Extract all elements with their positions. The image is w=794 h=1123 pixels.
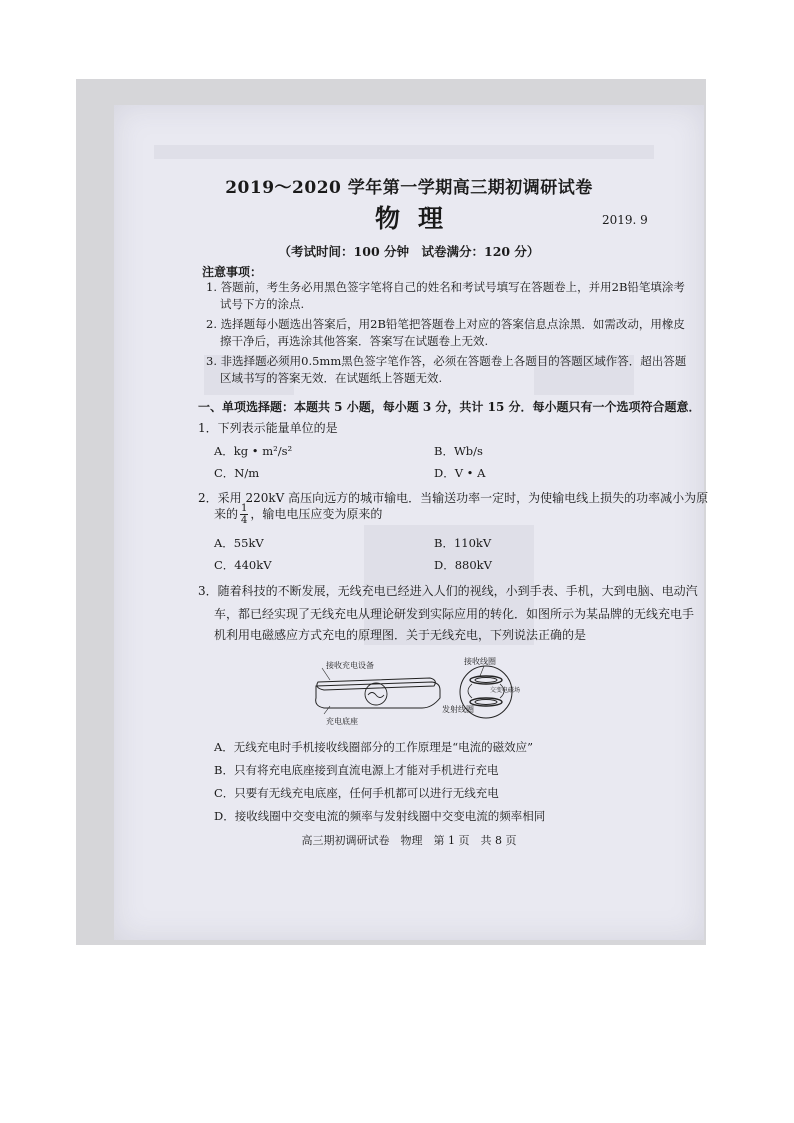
exam-meta: （考试时间：100 分钟 试卷满分：120 分） (278, 244, 540, 259)
q1-option-d: D．V • A (434, 466, 486, 480)
label-alternating-field: 交变电磁场 (490, 687, 521, 694)
q2-stem-pre: 来的 (214, 507, 239, 521)
label-receiving-device: 接收充电设备 (326, 661, 374, 670)
coil-symbol (368, 693, 384, 698)
q3-option-a: A．无线充电时手机接收线圈部分的工作原理是“电流的磁效应” (214, 740, 534, 754)
note-2-line-2: 擦干净后，再选涂其他答案．答案写在试题卷上无效. (220, 334, 489, 348)
label-transmit-coil: 发射线圈 (442, 705, 474, 714)
exam-page (114, 105, 709, 940)
q3-option-d: D．接收线圈中交变电流的频率与发射线圈中交变电流的频率相同 (214, 809, 546, 823)
page-footer: 高三期初调研试卷 物理 第 1 页 共 8 页 (301, 834, 517, 847)
q3-stem-line-1: 3．随着科技的不断发展，无线充电已经进入人们的视线，小到手表、手机，大到电脑、电动汽 (198, 584, 698, 598)
note-3-line-1: 3. 非选择题必须用0.5mm黑色签字笔作答，必须在答题卷上各题目的答题区域作答．超出答题 (206, 354, 687, 368)
fraction-one-quarter (240, 503, 248, 526)
fraction-numerator: 1 (241, 503, 248, 514)
section-1-heading: 一、单项选择题：本题共 5 小题，每小题 3 分，共计 15 分．每小题只有一个选项符合题意． (198, 400, 701, 414)
q3-stem-line-2: 车，都已经实现了无线充电从理论研发到实际应用的转化．如图所示为某品牌的无线充电手 (214, 607, 695, 621)
note-1-line-1: 1. 答题前，考生务必用黑色签字笔将自己的姓名和考试号填写在答题卷上，并用2B铅笔填涂考 (206, 280, 685, 294)
transmit-coil-inner (475, 700, 497, 705)
note-2-line-1: 2. 选择题每小题选出答案后，用2B铅笔把答题卷上对应的答案信息点涂黑．如需改动，用橡皮 (206, 317, 685, 331)
exam-title: 2019～2020 学年第一学期高三期初调研试卷 (225, 178, 593, 198)
base-label-leader (324, 706, 330, 714)
subject-title: 物理 (374, 204, 461, 233)
charging-base-shape (316, 682, 440, 708)
q2-stem-post: ，输电电压应变为原来的 (250, 507, 383, 521)
q2-option-a: A．55kV (214, 536, 264, 550)
label-charging-base: 充电底座 (326, 717, 358, 726)
q3-option-b: B．只有将充电底座接到直流电源上才能对手机进行充电 (214, 763, 499, 777)
q3-option-c: C．只要有无线充电底座，任何手机都可以进行无线充电 (214, 786, 499, 800)
q2-option-c: C．440kV (214, 558, 272, 572)
notes-title: 注意事项： (202, 265, 263, 279)
label-receive-coil: 接收线圈 (464, 657, 496, 666)
fraction-denominator: 4 (241, 515, 248, 526)
q2-option-b: B．110kV (434, 536, 492, 550)
receive-coil-inner (475, 678, 497, 683)
wireless-charging-diagram (304, 658, 524, 728)
q2-stem: 2．采用 220kV 高压向远方的城市输电．当输送功率一定时，为使输电线上损失的功率减小为原 (198, 491, 709, 505)
q3-stem-line-3: 机利用电磁感应方式充电的原理图．关于无线充电，下列说法正确的是 (214, 628, 587, 642)
q2-stem-line-2 (214, 503, 382, 526)
q1-option-b: B．Wb/s (434, 444, 483, 458)
note-3-line-2: 区域书写的答案无效．在试题纸上答题无效. (220, 371, 443, 385)
q1-stem: 1．下列表示能量单位的是 (198, 421, 338, 435)
q1-option-c: C．N/m (214, 466, 260, 480)
note-1-line-2: 试号下方的涂点. (220, 297, 305, 311)
receive-label-leader (480, 666, 484, 676)
q1-option-a: A．kg • m²/s² (214, 444, 293, 458)
bleed-through-mark (154, 145, 654, 159)
q2-option-d: D．880kV (434, 558, 492, 572)
exam-date: 2019. 9 (602, 213, 648, 227)
